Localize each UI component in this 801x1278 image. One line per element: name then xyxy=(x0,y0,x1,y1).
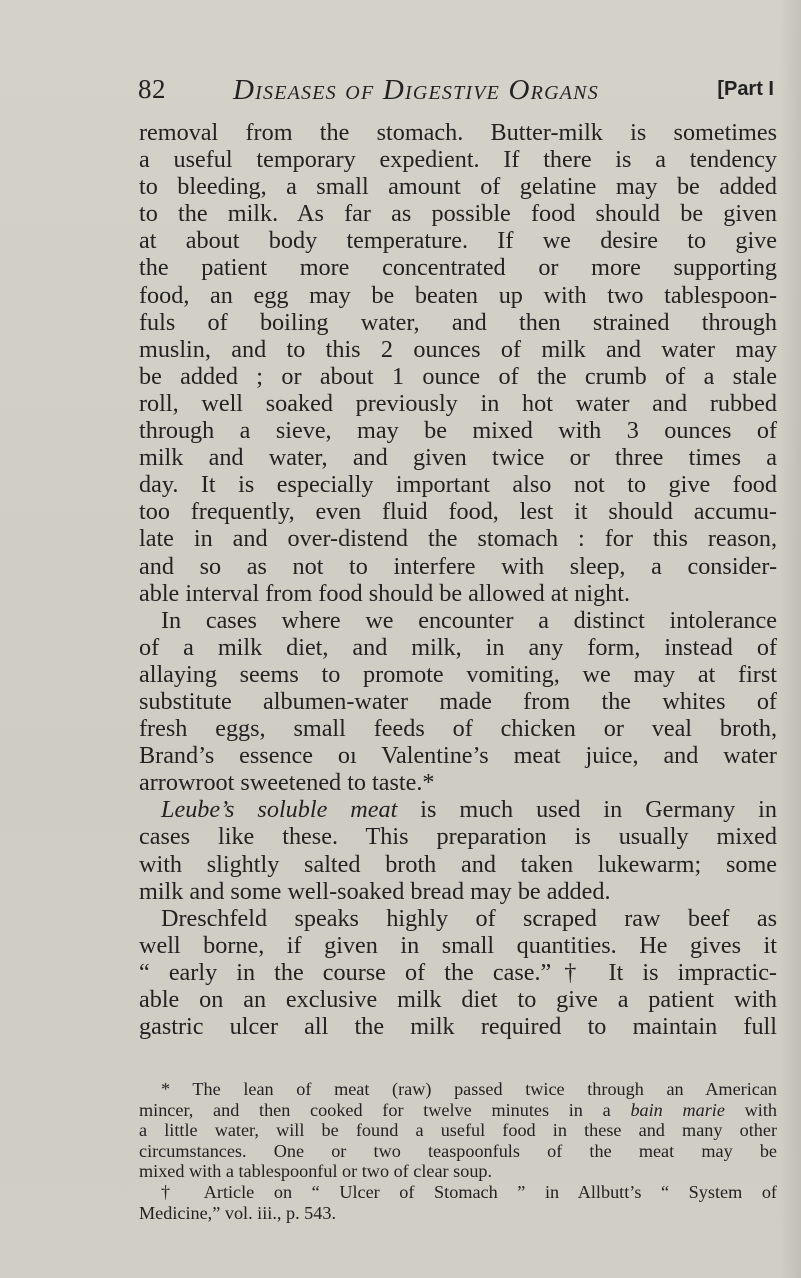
text-line: with slightly salted broth and taken lukewarm; some xyxy=(139,850,777,878)
text-line: food, an egg may be beaten up with two tablespoon- xyxy=(139,281,777,309)
footnote-line: mincer, and then cooked for twelve minutes in a bain marie with xyxy=(139,1099,777,1120)
text-line: In cases where we encounter a distinct intolerance xyxy=(161,606,777,634)
text-line: and so as not to interfere with sleep, a consider- xyxy=(139,552,777,580)
footnote-line: circumstances. One or two teaspoonfuls of the meat may be xyxy=(139,1140,777,1161)
text-line: the patient more concentrated or more supporting xyxy=(139,254,777,282)
page-header xyxy=(138,74,778,114)
text-line: allaying seems to promote vomiting, we may at first xyxy=(139,660,777,688)
text-line: fresh eggs, small feeds of chicken or veal broth, xyxy=(139,715,777,743)
text-line: “ early in the course of the case.”† It is impractic- xyxy=(139,958,777,986)
footnote-line: a little water, will be found a useful food in these and many other xyxy=(139,1120,777,1141)
page-number: 82 xyxy=(138,74,166,104)
text-line: arrowroot sweetened to taste.* xyxy=(139,769,435,797)
text-line: milk and water, and given twice or three times a xyxy=(139,444,777,472)
text-line: too frequently, even fluid food, lest it should accumu- xyxy=(139,498,777,526)
page-edge-shadow xyxy=(779,0,801,1278)
text-line-italic-lead xyxy=(139,796,777,823)
text-line: day. It is especially important also not to give food xyxy=(139,471,777,499)
text-line: to bleeding, a small amount of gelatine may be added xyxy=(139,173,777,201)
text-line: Dreschfeld speaks highly of scraped raw beef as xyxy=(161,904,777,932)
text-line-rest: is much used in Germany in xyxy=(397,796,777,824)
footnote-line: * The lean of meat (raw) passed twice through an American xyxy=(161,1079,777,1099)
text-line: be added ; or about 1 ounce of the crumb of a stale xyxy=(139,362,777,390)
text-line: substitute albumen-water made from the whites of xyxy=(139,687,777,715)
text-line: muslin, and to this 2 ounces of milk and water may xyxy=(139,335,777,363)
text-line: roll, well soaked previously in hot water and rubbed xyxy=(139,389,777,417)
running-title: Diseases of Digestive Organs xyxy=(233,74,599,106)
text-line: at about body temperature. If we desire to give xyxy=(139,227,777,255)
text-line: removal from the stomach. Butter-milk is sometimes xyxy=(139,119,777,146)
italic-term: Leube’s soluble meat xyxy=(161,796,398,824)
text-line: Brand’s essence oı Valentine’s meat juice, and water xyxy=(139,742,777,770)
text-line: to the milk. As far as possible food should be given xyxy=(139,200,777,228)
footnote-line: mixed with a tablespoonful or two of clear soup. xyxy=(139,1161,493,1182)
text-line: fuls of boiling water, and then strained through xyxy=(139,308,777,336)
text-line: able interval from food should be allowed at night. xyxy=(139,579,631,607)
part-label: [Part I xyxy=(717,78,774,100)
footnote-line: † Article on “ Ulcer of Stomach ” in Allbutt’s “ System of xyxy=(161,1181,777,1202)
text-line: of a milk diet, and milk, in any form, instead of xyxy=(139,633,777,661)
text-line: able on an exclusive milk diet to give a patient with xyxy=(139,986,777,1013)
footnotes xyxy=(139,1079,777,1223)
text-line: late in and over-distend the stomach : for this reason, xyxy=(139,525,777,553)
text-line: a useful temporary expedient. If there is a tendency xyxy=(139,146,777,174)
text-line: through a sieve, may be mixed with 3 ounces of xyxy=(139,417,777,445)
text-line: milk and some well-soaked bread may be added. xyxy=(139,877,611,905)
text-line: cases like these. This preparation is usually mixed xyxy=(139,823,777,851)
body-text xyxy=(139,119,777,1040)
text-line: gastric ulcer all the milk required to maintain full xyxy=(139,1013,777,1041)
text-line: well borne, if given in small quantities. He gives it xyxy=(139,931,777,959)
footnote-line: Medicine,” vol. iii., p. 543. xyxy=(139,1202,336,1223)
italic-term: bain marie xyxy=(630,1099,725,1120)
